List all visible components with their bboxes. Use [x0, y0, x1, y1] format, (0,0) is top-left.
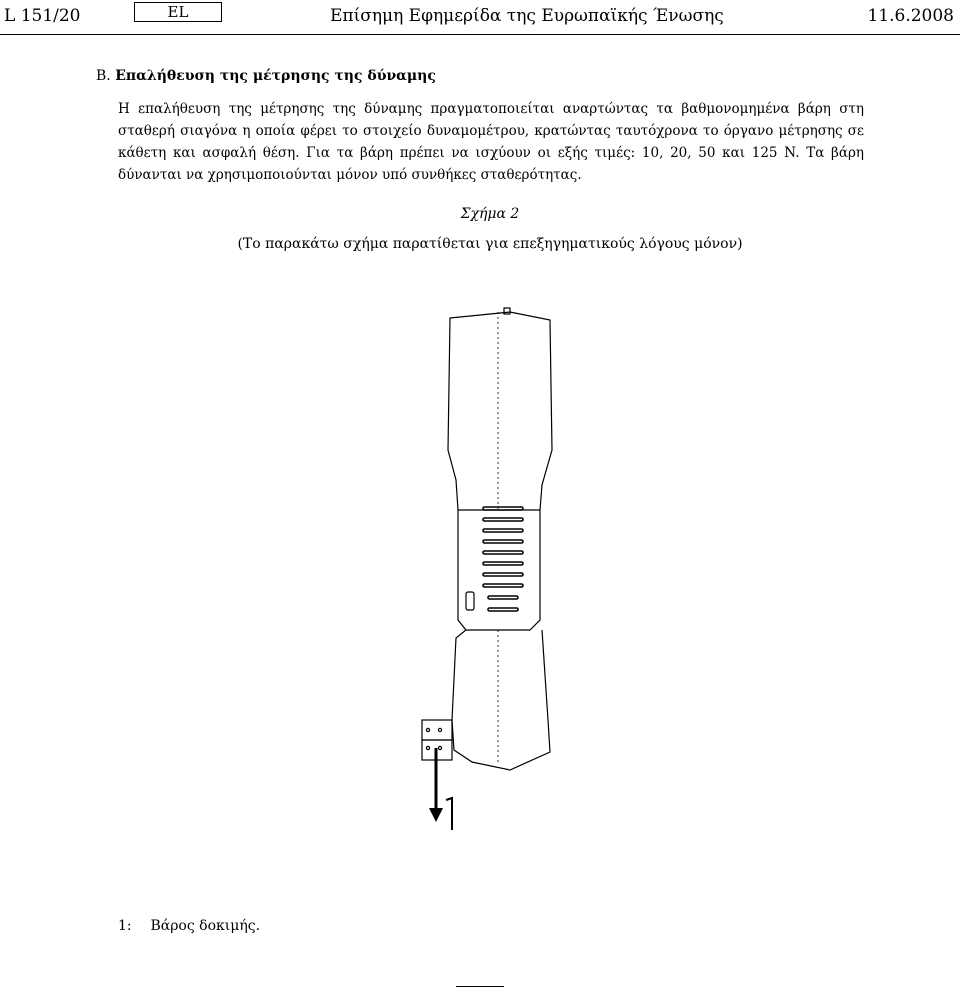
figure-note: (Το παρακάτω σχήμα παρατίθεται για επεξηγηματικούς λόγους μόνον) [237, 236, 743, 252]
section-title: Επαλήθευση της μέτρησης της δύναμης [115, 68, 436, 84]
instrument-head [448, 312, 552, 510]
legend-text: Βάρος δοκιμής. [150, 918, 261, 934]
instrument-neck [458, 510, 540, 630]
page-reference: L 151/20 [4, 6, 81, 26]
section-heading [96, 68, 436, 84]
callout-label: 1 [460, 828, 461, 829]
figure-legend [118, 918, 260, 934]
callout-marker [446, 798, 452, 830]
figure-title: Σχήμα 2 [460, 206, 520, 222]
section-letter: B. [96, 68, 111, 84]
footer-rule [456, 986, 504, 987]
language-box: EL [134, 2, 222, 22]
journal-title: Επίσημη Εφημερίδα της Ευρωπαϊκής Ένωσης [330, 6, 724, 26]
header-rule [0, 34, 960, 35]
test-weight-arrow [429, 748, 443, 822]
side-button [466, 592, 474, 610]
grip-ribs [483, 507, 523, 611]
page-header [0, 0, 960, 36]
publication-date: 11.6.2008 [867, 6, 954, 26]
body-paragraph: Η επαλήθευση της μέτρησης της δύναμης πραγματοποιείται αναρτώντας τα βαθμονομημένα βάρη στη σταθερή σιαγόνα η οποία φέρει το στοιχείο δυναμομέτρου, κρατώντας ταυτόχρονα το όργανο μέτρησης σε κάθετη και ασφαλή θέση. Για τα βάρη πρέπει να ισχύουν οι εξής τιμές: 10, 20, 50 και 125 N. Τα βάρη δύνανται να χρησιμοποιούνται μόνον υπό συνθήκες σταθερότητας. [118, 101, 864, 183]
legend-number: 1: [118, 918, 132, 934]
instrument-body [452, 630, 550, 770]
dynamometer-figure [400, 300, 580, 840]
